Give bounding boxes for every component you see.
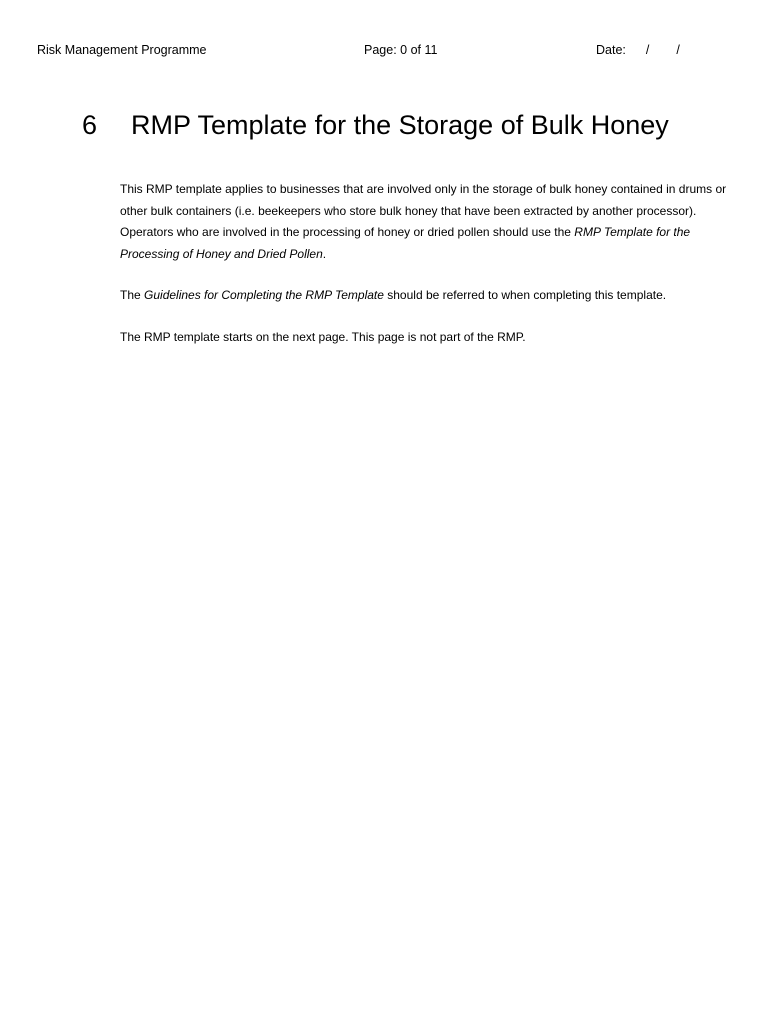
guidelines-paragraph: [120, 285, 732, 307]
intro-paragraph-text: This RMP template applies to businesses that are involved only in the storage of bulk honey contained in drums or other bulk containers (i.e. beekeepers who store bulk honey that have been extracted by another processor). Operators who are involved in the processing of honey or dried pollen should use the: [120, 182, 727, 239]
header-organisation: Risk Management Programme: [37, 43, 207, 57]
header-date-label: Date:: [596, 43, 626, 57]
header-page-number: Page: 0 of 11: [364, 43, 438, 57]
intro-paragraph-reference: RMP Template for the Processing of Honey and Dried Pollen: [120, 225, 691, 261]
section-heading: [82, 108, 669, 142]
intro-paragraph-end: .: [322, 246, 327, 261]
intro-paragraph: [120, 179, 732, 265]
guidelines-paragraph-end: should be referred to when completing this template.: [383, 288, 667, 302]
header-date: [596, 43, 707, 57]
section-number: 6: [82, 110, 98, 140]
page-header: [0, 43, 770, 61]
header-date-slash-1: /: [645, 43, 650, 57]
guidelines-paragraph-start: The: [120, 288, 145, 302]
template-start-paragraph: The RMP template starts on the next page. This page is not part of the RMP.: [120, 330, 526, 344]
guidelines-paragraph-reference: Guidelines for Completing the RMP Template: [144, 288, 384, 302]
header-date-slash-2: /: [676, 43, 680, 57]
section-title: RMP Template for the Storage of Bulk Honey: [131, 110, 669, 140]
